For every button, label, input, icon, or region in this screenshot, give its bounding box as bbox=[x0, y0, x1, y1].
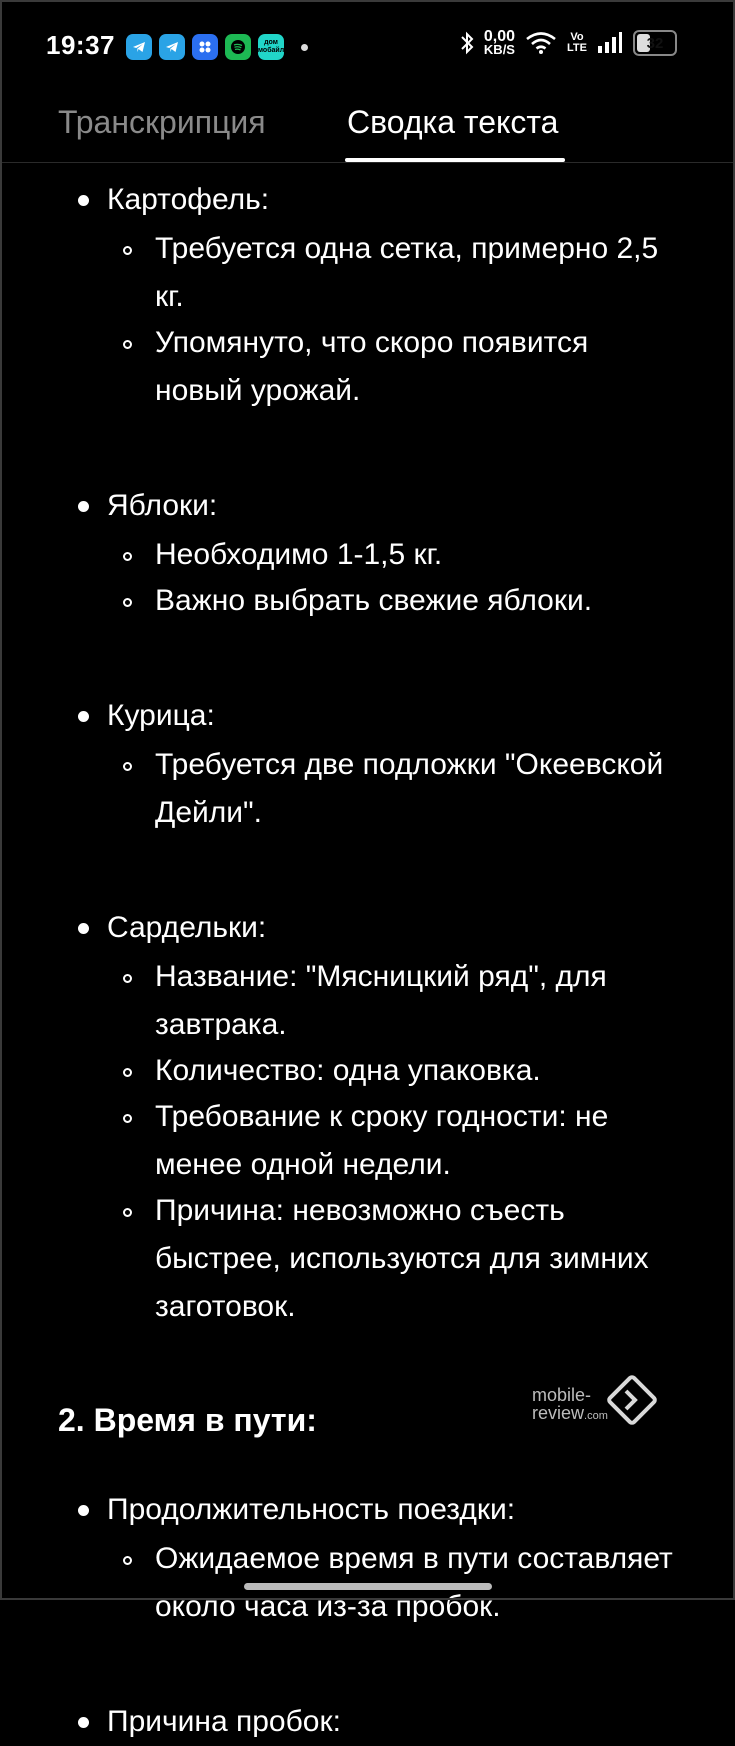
notification-icons bbox=[126, 34, 308, 60]
point-bullet-icon bbox=[123, 246, 132, 255]
summary-point: Требование к сроку годности: не менее одной недели. bbox=[155, 1100, 609, 1181]
volte-indicator: Vo LTE bbox=[567, 31, 587, 54]
summary-point: Упомянуто, что скоро появится новый урожай. bbox=[155, 326, 589, 407]
summary-point: Необходимо 1-1,5 кг. bbox=[155, 538, 443, 571]
section-title-suffix: : bbox=[506, 1493, 516, 1526]
section-title-suffix: : bbox=[332, 1705, 341, 1738]
summary-point: Количество: одна упаковка. bbox=[155, 1054, 541, 1087]
point-bullet-icon bbox=[123, 1114, 132, 1123]
battery-level: 32 bbox=[646, 34, 664, 52]
section-title-text: Продолжительность поездки bbox=[107, 1493, 507, 1526]
section-title-suffix: : bbox=[208, 489, 218, 522]
section-title-suffix: : bbox=[257, 911, 267, 944]
section-bullet-icon bbox=[78, 1505, 89, 1516]
section-title-text: Курица bbox=[107, 699, 207, 732]
section-title bbox=[107, 1698, 341, 1746]
section-title-text: Яблоки bbox=[107, 489, 209, 522]
section-title bbox=[107, 1486, 515, 1534]
section-title bbox=[107, 482, 217, 530]
network-speed: 0,00 KB/S bbox=[483, 28, 516, 57]
section-title-text: Причина пробок bbox=[107, 1705, 333, 1738]
point-bullet-icon bbox=[123, 552, 132, 561]
app-dots-icon bbox=[192, 34, 218, 60]
clock: 19:37 bbox=[46, 30, 115, 60]
summary-point: Ожидаемое время в пути составляет около часа из-за пробок. bbox=[155, 1542, 673, 1623]
section-title bbox=[107, 692, 215, 740]
section-title-text: Картофель bbox=[107, 183, 261, 216]
tab-summary[interactable]: Сводка текста bbox=[347, 104, 559, 140]
summary-point: Причина: невозможно съесть быстрее, используются для зимних заготовок. bbox=[155, 1194, 649, 1323]
section-bullet-icon bbox=[78, 501, 89, 512]
status-bar bbox=[0, 0, 735, 92]
section-title-suffix: : bbox=[206, 699, 215, 732]
summary-point: Требуется одна сетка, примерно 2,5 кг. bbox=[155, 232, 659, 313]
telegram-icon bbox=[126, 34, 152, 60]
section-bullet-icon bbox=[78, 711, 89, 722]
home-indicator[interactable] bbox=[244, 1583, 492, 1590]
point-bullet-icon bbox=[123, 340, 132, 349]
bluetooth-icon bbox=[460, 31, 474, 55]
section-title-text: Сардельки bbox=[107, 911, 258, 944]
section-title bbox=[107, 176, 269, 224]
signal-icon bbox=[597, 31, 623, 55]
section-heading: 2. Время в пути: bbox=[58, 1402, 317, 1438]
wifi-icon bbox=[525, 31, 557, 55]
section-title-suffix: : bbox=[260, 183, 270, 216]
point-bullet-icon bbox=[123, 974, 132, 983]
more-notifications-icon bbox=[301, 44, 308, 51]
tab-bar bbox=[0, 92, 735, 163]
section-bullet-icon bbox=[78, 1717, 89, 1728]
point-bullet-icon bbox=[123, 1068, 132, 1077]
mobile-app-icon: дом мобайл bbox=[258, 34, 284, 60]
summary-point: Требуется две подложки "Океевской Дейли". bbox=[155, 748, 664, 829]
telegram-icon bbox=[159, 34, 185, 60]
battery-icon bbox=[633, 30, 677, 56]
point-bullet-icon bbox=[123, 1208, 132, 1217]
mobile-review-logo-icon bbox=[604, 1372, 660, 1428]
section-bullet-icon bbox=[78, 923, 89, 934]
spotify-icon bbox=[225, 34, 251, 60]
watermark bbox=[532, 1384, 692, 1444]
point-bullet-icon bbox=[123, 598, 132, 607]
watermark-text: mobile- review.com bbox=[532, 1385, 608, 1423]
summary-point: Важно выбрать свежие яблоки. bbox=[155, 584, 593, 617]
point-bullet-icon bbox=[123, 1556, 132, 1565]
point-bullet-icon bbox=[123, 762, 132, 771]
tab-transcription[interactable]: Транскрипция bbox=[58, 104, 266, 140]
summary-point: Название: "Мясницкий ряд", для завтрака. bbox=[155, 960, 607, 1041]
active-tab-indicator bbox=[345, 158, 565, 162]
section-bullet-icon bbox=[78, 195, 89, 206]
system-icons bbox=[460, 30, 677, 56]
section-title bbox=[107, 904, 266, 952]
